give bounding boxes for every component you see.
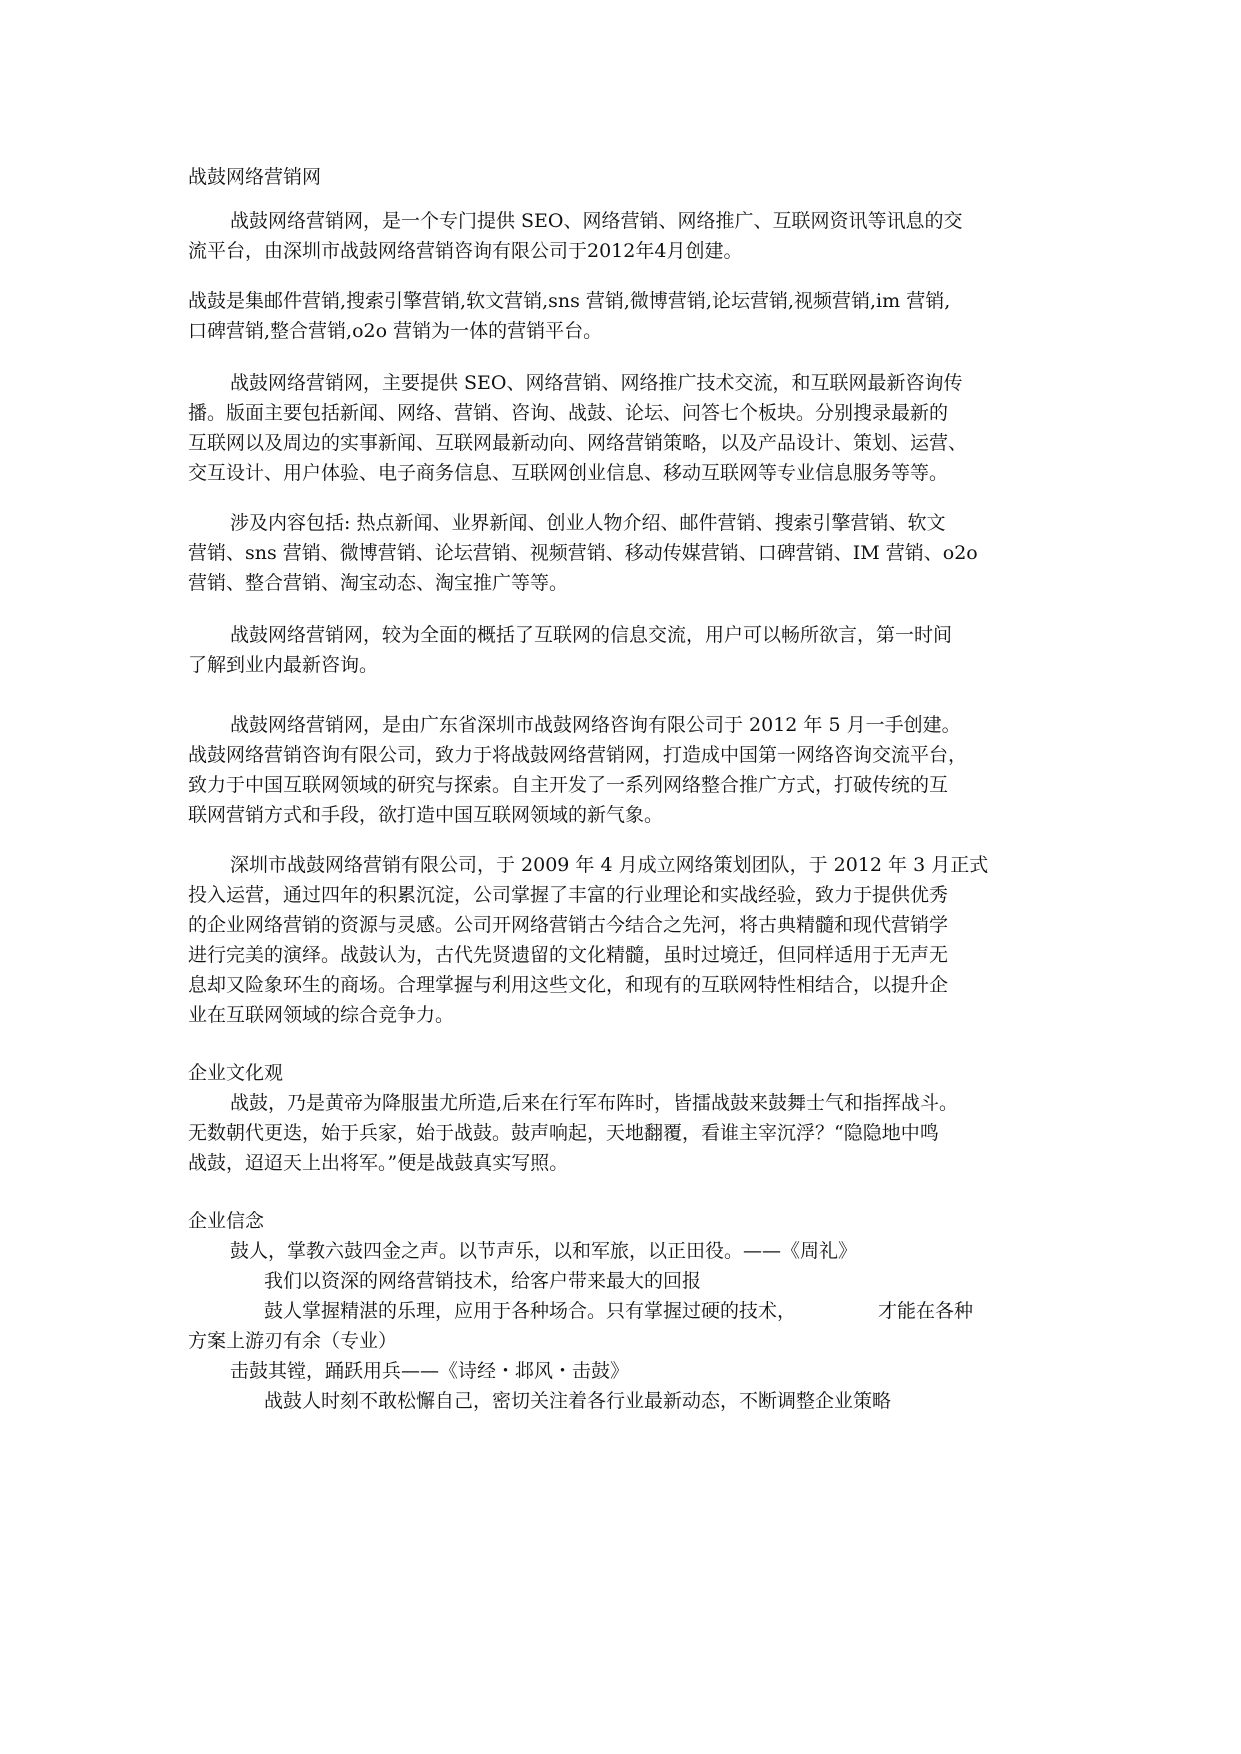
document-title xyxy=(188,162,1058,192)
paragraph-line: 播。版面主要包括新闻、网络、营销、咨询、战鼓、论坛、问答七个板块。分别搜录最新的 xyxy=(188,402,949,424)
paragraph-line: 业在互联网领域的综合竞争力。 xyxy=(188,1004,455,1026)
paragraph-services xyxy=(188,368,1058,488)
paragraph-line: 战鼓，迢迢天上出将军。”便是战鼓真实写照。 xyxy=(188,1152,569,1174)
paragraph-summary xyxy=(188,620,1058,680)
paragraph-line: 进行完美的演绎。战鼓认为，古代先贤遗留的文化精髓，虽时过境迁，但同样适用于无声无 xyxy=(188,944,949,966)
paragraph-line: 战鼓网络营销咨询有限公司，致力于将战鼓网络营销网，打造成中国第一网络咨询交流平台， xyxy=(188,744,968,766)
paragraph-line: 战鼓网络营销网，是由广东省深圳市战鼓网络咨询有限公司于 2012 年 5 月一手创建。 xyxy=(230,714,961,736)
paragraph-topics xyxy=(188,508,1058,598)
paragraph-line: 营销、sns 营销、微博营销、论坛营销、视频营销、移动传媒营销、口碑营销、IM 营销、o2o xyxy=(188,542,978,564)
paragraph-founding xyxy=(188,710,1058,830)
culture-heading: 企业文化观 xyxy=(188,1062,284,1084)
document-title-text: 战鼓网络营销网 xyxy=(188,166,322,188)
paragraph-line: 息却又险象环生的商场。合理掌握与利用这些文化，和现有的互联网特性相结合，以提升企 xyxy=(188,974,949,996)
paragraph-line: 致力于中国互联网领域的研究与探索。自主开发了一系列网络整合推广方式，打破传统的互 xyxy=(188,774,949,796)
paragraph-line: 战鼓网络营销网，主要提供 SEO、网络营销、网络推广技术交流，和互联网最新咨询传 xyxy=(230,372,963,394)
belief-line-part: 才能在各种 xyxy=(878,1300,974,1322)
belief-line-part: 鼓人掌握精湛的乐理，应用于各种场合。只有掌握过硬的技术， xyxy=(264,1300,797,1322)
paragraph-line: 了解到业内最新咨询。 xyxy=(188,654,379,676)
paragraph-line: 的企业网络营销的资源与灵感。公司开网络营销古今结合之先河，将古典精髓和现代营销学 xyxy=(188,914,949,936)
paragraph-channels xyxy=(188,286,1058,346)
paragraph-line: 流平台，由深圳市战鼓网络营销咨询有限公司于2012年4月创建。 xyxy=(188,240,743,262)
paragraph-line: 交互设计、用户体验、电子商务信息、互联网创业信息、移动互联网等专业信息服务等等。 xyxy=(188,462,949,484)
paragraph-line: 深圳市战鼓网络营销有限公司，于 2009 年 4 月成立网络策划团队，于 2012 年 3 月正式 xyxy=(230,854,989,876)
paragraph-line: 我们以资深的网络营销技术，给客户带来最大的回报 xyxy=(264,1270,702,1292)
paragraph-line: 互联网以及周边的实事新闻、互联网最新动向、网络营销策略，以及产品设计、策划、运营、 xyxy=(188,432,968,454)
paragraph-line: 战鼓，乃是黄帝为降服蚩尤所造,后来在行军布阵时，皆擂战鼓来鼓舞士气和指挥战斗。 xyxy=(230,1092,959,1114)
paragraph-line xyxy=(188,1296,1058,1326)
paragraph-company xyxy=(188,850,1058,1030)
culture-section xyxy=(188,1058,1058,1178)
belief-section xyxy=(188,1206,1058,1416)
paragraph-line: 口碑营销,整合营销,o2o 营销为一体的营销平台。 xyxy=(188,320,603,342)
paragraph-line: 战鼓是集邮件营销,搜索引擎营销,软文营销,sns 营销,微博营销,论坛营销,视频营销,im 营销, xyxy=(188,290,951,312)
paragraph-line: 营销、整合营销、淘宝动态、淘宝推广等等。 xyxy=(188,572,569,594)
paragraph-line: 联网营销方式和手段，欲打造中国互联网领域的新气象。 xyxy=(188,804,664,826)
paragraph-line: 战鼓人时刻不敢松懈自己，密切关注着各行业最新动态，不断调整企业策略 xyxy=(264,1390,892,1412)
paragraph-line: 投入运营，通过四年的积累沉淀，公司掌握了丰富的行业理论和实战经验，致力于提供优秀 xyxy=(188,884,949,906)
belief-quote: 击鼓其镗，踊跃用兵——《诗经・邶风・击鼓》 xyxy=(230,1360,630,1382)
paragraph-line: 涉及内容包括: 热点新闻、业界新闻、创业人物介绍、邮件营销、搜索引擎营销、软文 xyxy=(230,512,946,534)
belief-quote: 鼓人，掌教六鼓四金之声。以节声乐，以和军旅，以正田役。——《周礼》 xyxy=(230,1240,858,1262)
paragraph-line: 方案上游刃有余（专业） xyxy=(188,1330,398,1352)
paragraph-line: 战鼓网络营销网，是一个专门提供 SEO、网络营销、网络推广、互联网资讯等讯息的交 xyxy=(230,210,963,232)
paragraph-intro xyxy=(188,206,1058,266)
paragraph-line: 战鼓网络营销网，较为全面的概括了互联网的信息交流，用户可以畅所欲言，第一时间 xyxy=(230,624,953,646)
belief-heading: 企业信念 xyxy=(188,1210,265,1232)
paragraph-line: 无数朝代更迭，始于兵家，始于战鼓。鼓声响起，天地翻覆，看谁主宰沉浮？“隐隐地中鸣 xyxy=(188,1122,939,1144)
